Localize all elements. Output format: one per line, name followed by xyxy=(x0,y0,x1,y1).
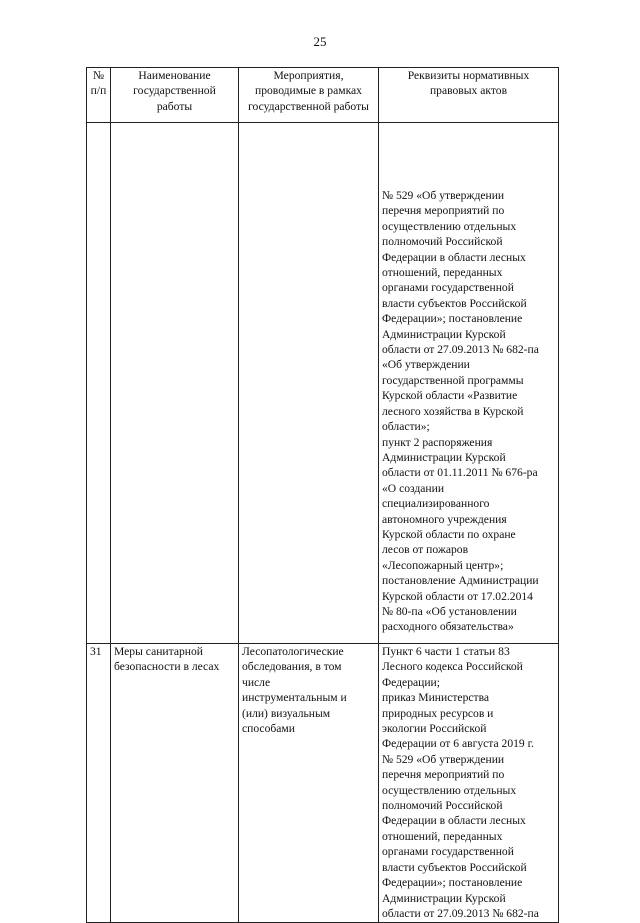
legal-acts-cell xyxy=(379,644,559,923)
text-line: Федерации»; постановление xyxy=(382,312,523,326)
regulations-table xyxy=(86,67,559,923)
text-line: Наименование xyxy=(138,69,211,82)
text-line: Курской области по охране xyxy=(382,527,516,541)
text-line: числе xyxy=(242,675,271,689)
text-line: осуществлению отдельных xyxy=(382,219,517,233)
text-line: перечня мероприятий по xyxy=(382,204,505,218)
text-line: правовых актов xyxy=(429,84,508,98)
text-line: обследования, в том xyxy=(242,660,342,674)
text-line: Лесопатологические xyxy=(242,645,344,658)
text-line: власти субъектов Российской xyxy=(382,296,527,310)
text-line: Федерации в области лесных xyxy=(382,814,526,828)
activities-cell xyxy=(239,644,379,923)
text-line: Администрации Курской xyxy=(382,891,506,905)
text-line: пункт 2 распоряжения xyxy=(382,435,493,449)
text-line: специализированного xyxy=(382,497,490,511)
text-line: Федерации в области лесных xyxy=(382,250,526,264)
text-line: Администрации Курской xyxy=(382,450,506,464)
text-line: отношений, переданных xyxy=(382,266,503,280)
text-line: № 529 «Об утверждении xyxy=(382,189,505,202)
row-number-cell xyxy=(87,644,111,923)
activities-cell xyxy=(239,123,379,644)
text-line: «О создании xyxy=(382,481,445,495)
work-name-cell xyxy=(111,123,239,644)
text-line: государственной xyxy=(133,84,216,98)
text-line: № 80-па «Об установлении xyxy=(382,604,517,618)
table-header-row xyxy=(87,68,559,123)
text-line: Федерации от 6 августа 2019 г. xyxy=(382,737,534,751)
text-line: «Об утверждении xyxy=(382,358,470,372)
text-line: п/п xyxy=(90,84,107,98)
header-activities xyxy=(239,68,379,123)
text-line: № 529 «Об утверждении xyxy=(382,752,505,766)
text-line: 31 xyxy=(90,645,102,658)
text-line: Мероприятия, xyxy=(273,69,344,82)
text-line: лесного хозяйства в Курской xyxy=(382,404,524,418)
work-name-cell xyxy=(111,644,239,923)
text-line: Курской области «Развитие xyxy=(382,389,518,403)
text-line: Пункт 6 части 1 статьи 83 xyxy=(382,645,510,658)
text-line: осуществлению отдельных xyxy=(382,783,517,797)
text-line: государственной программы xyxy=(382,373,524,387)
text-line: органами государственной xyxy=(382,281,514,295)
text-line: приказ Министерства xyxy=(382,691,490,705)
text-line: области от 27.09.2013 № 682-па xyxy=(382,343,539,357)
text-line: Реквизиты нормативных xyxy=(407,69,530,82)
table-row xyxy=(87,123,559,644)
text-line: расходного обязательства» xyxy=(382,620,514,634)
text-line: государственной работы xyxy=(248,99,369,113)
text-line: проводимые в рамках xyxy=(255,84,362,98)
text-line: лесов от пожаров xyxy=(382,543,469,557)
legal-acts-cell xyxy=(379,123,559,644)
text-line: Федерации»; постановление xyxy=(382,876,523,890)
text-line: полномочий Российской xyxy=(382,235,503,249)
text-line: работы xyxy=(156,99,193,113)
text-line: безопасности в лесах xyxy=(114,660,220,674)
text-line: способами xyxy=(242,722,295,736)
text-line: (или) визуальным xyxy=(242,706,331,720)
text-line: Курской области от 17.02.2014 xyxy=(382,589,533,603)
header-number xyxy=(87,68,111,123)
header-work-name xyxy=(111,68,239,123)
text-line: перечня мероприятий по xyxy=(382,768,505,782)
text-line: области от 27.09.2013 № 682-па xyxy=(382,906,539,920)
text-line: Лесного кодекса Российской xyxy=(382,660,523,674)
page-number: 25 xyxy=(313,34,327,49)
text-line: органами государственной xyxy=(382,845,514,859)
text-line: Федерации; xyxy=(382,675,440,689)
header-legal-acts xyxy=(379,68,559,123)
text-line: инструментальным и xyxy=(242,691,347,705)
text-line: области»; xyxy=(382,420,430,434)
text-line: автономного учреждения xyxy=(382,512,507,526)
text-line: № xyxy=(92,69,105,82)
text-line: постановление Администрации xyxy=(382,574,539,588)
text-line: отношений, переданных xyxy=(382,829,503,843)
text-line: Меры санитарной xyxy=(114,645,203,658)
text-line: полномочий Российской xyxy=(382,799,503,813)
text-line: Администрации Курской xyxy=(382,327,506,341)
row-number-cell xyxy=(87,123,111,644)
table-row xyxy=(87,644,559,923)
text-line: области от 01.11.2011 № 676-ра xyxy=(382,466,538,480)
text-line: экологии Российской xyxy=(382,722,487,736)
text-line: «Лесопожарный центр»; xyxy=(382,558,504,572)
text-line: власти субъектов Российской xyxy=(382,860,527,874)
text-line: природных ресурсов и xyxy=(382,706,494,720)
